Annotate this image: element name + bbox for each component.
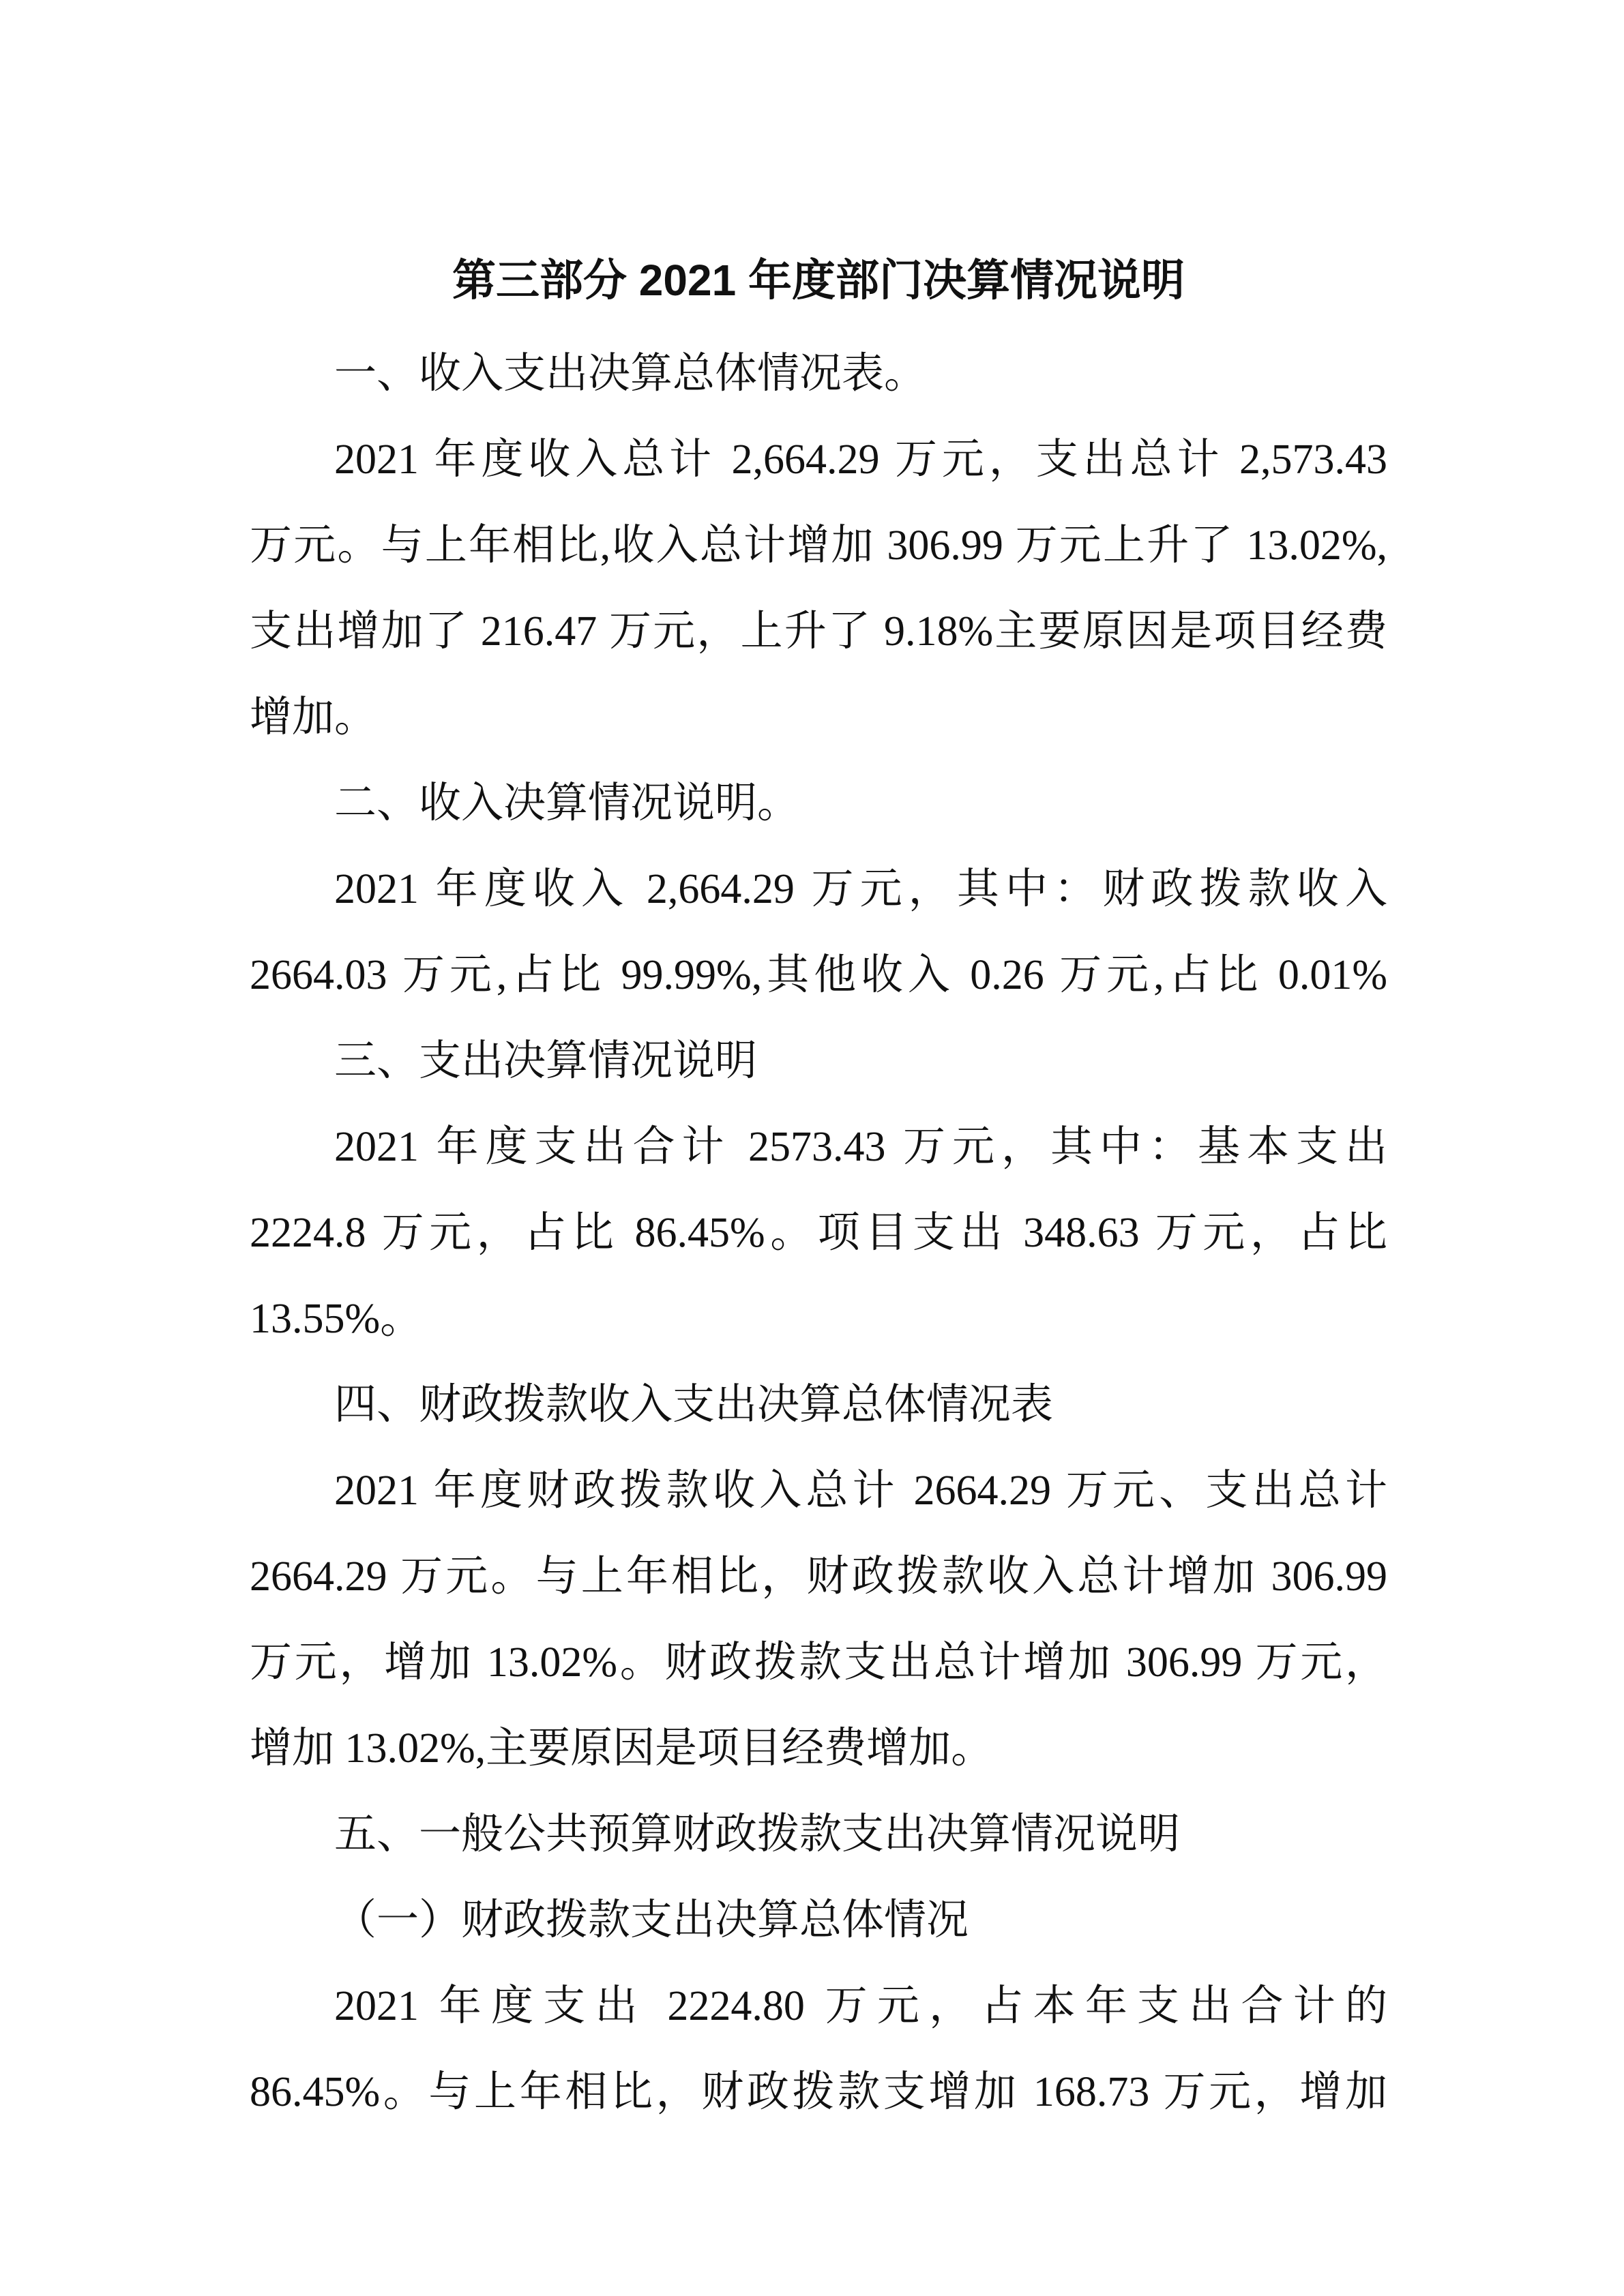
subsection-heading: （一）财政拨款支出决算总体情况 bbox=[334, 1897, 969, 1943]
paragraph-line: 增加 13.02%,主要原因是项目经费增加。 bbox=[250, 1725, 994, 1772]
section-heading: 一、收入支出决算总体情况表。 bbox=[334, 351, 927, 397]
paragraph-line: 2021 年度支出合计 2573.43 万元，其中：基本支出 bbox=[334, 1124, 1387, 1170]
paragraph-line: 万元。与上年相比,收入总计增加 306.99 万元上升了 13.02%, bbox=[250, 522, 1387, 569]
document-body bbox=[250, 331, 1387, 2135]
paragraph-line: 86.45%。与上年相比，财政拨款支增加 168.73 万元，增加 bbox=[250, 2069, 1387, 2115]
paragraph-line: 2664.29 万元。与上年相比，财政拨款收入总计增加 306.99 bbox=[250, 1553, 1387, 1600]
paragraph-line: 增加。 bbox=[250, 694, 377, 741]
section-heading: 四、财政拨款收入支出决算总体情况表 bbox=[334, 1382, 1054, 1428]
section-heading: 五、一般公共预算财政拨款支出决算情况说明 bbox=[334, 1811, 1181, 1858]
paragraph-line: 2021 年度财政拨款收入总计 2664.29 万元、支出总计 bbox=[334, 1467, 1387, 1514]
paragraph-line: 万元，增加 13.02%。财政拨款支出总计增加 306.99 万元， bbox=[250, 1639, 1387, 1686]
paragraph-line: 2664.03 万元,占比 99.99%,其他收入 0.26 万元,占比 0.01% bbox=[250, 952, 1387, 998]
paragraph-line: 13.55%。 bbox=[250, 1296, 423, 1342]
paragraph-line: 支出增加了 216.47 万元，上升了 9.18%主要原因是项目经费 bbox=[250, 608, 1387, 655]
paragraph-line: 2224.8 万元，占比 86.45%。项目支出 348.63 万元，占比 bbox=[250, 1210, 1387, 1256]
section-heading: 二、收入决算情况说明。 bbox=[334, 780, 800, 826]
paragraph-line: 2021 年度支出 2224.80 万元，占本年支出合计的 bbox=[334, 1983, 1387, 2029]
paragraph-line: 2021 年度收入 2,664.29 万元，其中：财政拨款收入 bbox=[334, 866, 1387, 912]
paragraph-line: 2021 年度收入总计 2,664.29 万元，支出总计 2,573.43 bbox=[334, 436, 1387, 483]
document-title: 第三部分 2021 年度部门决算情况说明 bbox=[452, 256, 1185, 305]
section-heading: 三、支出决算情况说明 bbox=[334, 1038, 758, 1084]
